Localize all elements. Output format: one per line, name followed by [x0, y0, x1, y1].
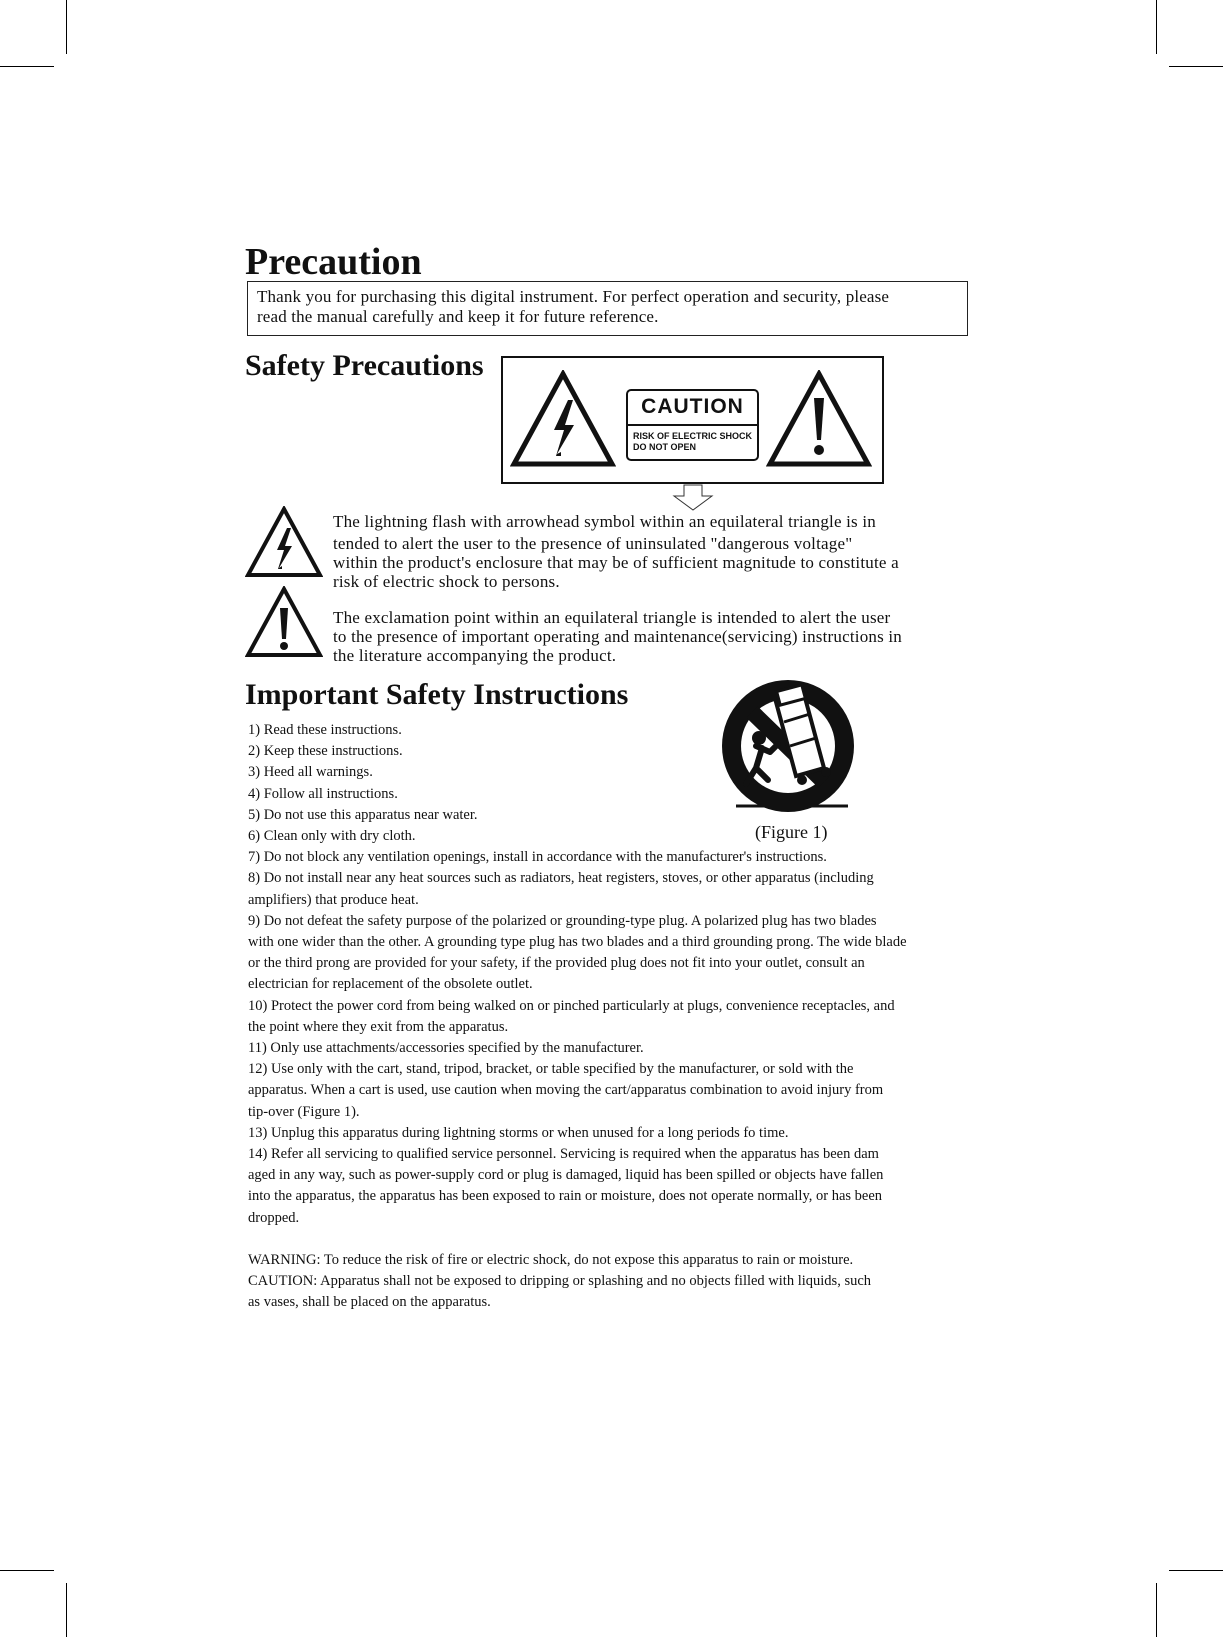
warning-line: as vases, shall be placed on the apparatus.: [248, 1294, 491, 1311]
list-item: 11) Only use attachments/accessories specified by the manufacturer.: [248, 1040, 644, 1057]
list-item: 3) Heed all warnings.: [248, 764, 373, 781]
figure-caption: (Figure 1): [755, 822, 828, 842]
text-line: tended to alert the user to the presence of uninsulated "dangerous voltage": [333, 534, 853, 553]
list-item: 12) Use only with the cart, stand, tripod, bracket, or table specified by the manufacturer, or sold with the: [248, 1061, 854, 1078]
text-line: to the presence of important operating and maintenance(servicing) instructions in: [333, 627, 902, 646]
crop-mark: [1156, 1583, 1157, 1637]
list-item: 9) Do not defeat the safety purpose of the polarized or grounding-type plug. A polarized plug has two blades: [248, 912, 877, 929]
crop-mark: [0, 1570, 54, 1571]
list-item: 14) Refer all servicing to qualified service personnel. Servicing is required when the apparatus has been dam: [248, 1146, 879, 1163]
list-item: 2) Keep these instructions.: [248, 743, 403, 760]
list-item: electrician for replacement of the obsolete outlet.: [248, 976, 533, 993]
list-item: 7) Do not block any ventilation openings, install in accordance with the manufacturer's instructions.: [248, 849, 827, 866]
intro-box: [247, 281, 968, 336]
list-item: 6) Clean only with dry cloth.: [248, 828, 416, 845]
warning-line: WARNING: To reduce the risk of fire or electric shock, do not expose this apparatus to rain or moisture.: [248, 1251, 854, 1268]
crop-mark: [1169, 66, 1223, 67]
lightning-explanation: [333, 512, 899, 591]
list-item: 5) Do not use this apparatus near water.: [248, 806, 478, 823]
list-item: the point where they exit from the apparatus.: [248, 1018, 509, 1035]
intro-line: read the manual carefully and keep it for future reference.: [257, 307, 659, 326]
text-line: The exclamation point within an equilateral triangle is intended to alert the user: [333, 608, 891, 627]
down-arrow-icon: [672, 484, 714, 512]
list-item: 10) Protect the power cord from being walked on or pinched particularly at plugs, convenience receptacles, and: [248, 997, 895, 1014]
list-item: apparatus. When a cart is used, use caution when moving the cart/apparatus combination to avoid injury from: [248, 1082, 884, 1099]
list-item: aged in any way, such as power-supply cord or plug is damaged, liquid has been spilled or objects have fallen: [248, 1167, 884, 1184]
text-line: the literature accompanying the product.: [333, 646, 617, 665]
crop-mark: [66, 1583, 67, 1637]
exclamation-warning-icon: [766, 370, 872, 468]
list-item: with one wider than the other. A grounding type plug has two blades and a third grounding prong. The wide blade: [248, 934, 907, 951]
list-item: 13) Unplug this apparatus during lightning storms or when unused for a long periods fo time.: [248, 1124, 789, 1141]
caution-divider: [628, 424, 757, 426]
list-item: or the third prong are provided for your safety, if the provided plug does not fit into your outlet, consult an: [248, 955, 865, 972]
list-item: 1) Read these instructions.: [248, 722, 402, 738]
list-item: 8) Do not install near any heat sources such as radiators, heat registers, stoves, or other apparatus (including: [248, 870, 874, 887]
caution-subtext: [633, 431, 752, 453]
caution-title: CAUTION: [641, 395, 744, 418]
text-line: risk of electric shock to persons.: [333, 572, 560, 591]
crop-mark: [0, 66, 54, 67]
exclamation-explanation: [333, 608, 902, 665]
list-item: into the apparatus, the apparatus has been exposed to rain or moisture, does not operate normally, or has been: [248, 1188, 883, 1205]
spacer: [248, 1229, 907, 1250]
crop-mark: [1169, 1570, 1223, 1571]
list-item: 4) Follow all instructions.: [248, 785, 398, 802]
intro-line: Thank you for purchasing this digital instrument. For perfect operation and security, please: [257, 287, 890, 306]
caution-subtext-line: RISK OF ELECTRIC SHOCK: [633, 431, 753, 441]
text-line: within the product's enclosure that may be of sufficient magnitude to constitute a: [333, 553, 899, 572]
lightning-triangle-icon: [245, 506, 323, 578]
crop-mark: [66, 0, 67, 54]
important-safety-heading: Important Safety Instructions: [245, 678, 629, 711]
exclamation-triangle-icon: [245, 586, 323, 658]
crop-mark: [1156, 0, 1157, 54]
caution-label: [626, 389, 759, 461]
list-item: tip-over (Figure 1).: [248, 1103, 360, 1120]
page-title: Precaution: [245, 241, 422, 283]
list-item: dropped.: [248, 1209, 300, 1226]
list-item: amplifiers) that produce heat.: [248, 891, 419, 908]
text-line: The lightning flash with arrowhead symbol within an equilateral triangle is in: [333, 512, 876, 531]
lightning-warning-icon: [510, 370, 616, 468]
caution-subtext-line: DO NOT OPEN: [633, 442, 697, 452]
warning-line: CAUTION: Apparatus shall not be exposed to dripping or splashing and no objects filled with liquids, such: [248, 1273, 872, 1290]
instructions-list: [248, 720, 907, 1313]
safety-precautions-heading: Safety Precautions: [245, 349, 484, 382]
